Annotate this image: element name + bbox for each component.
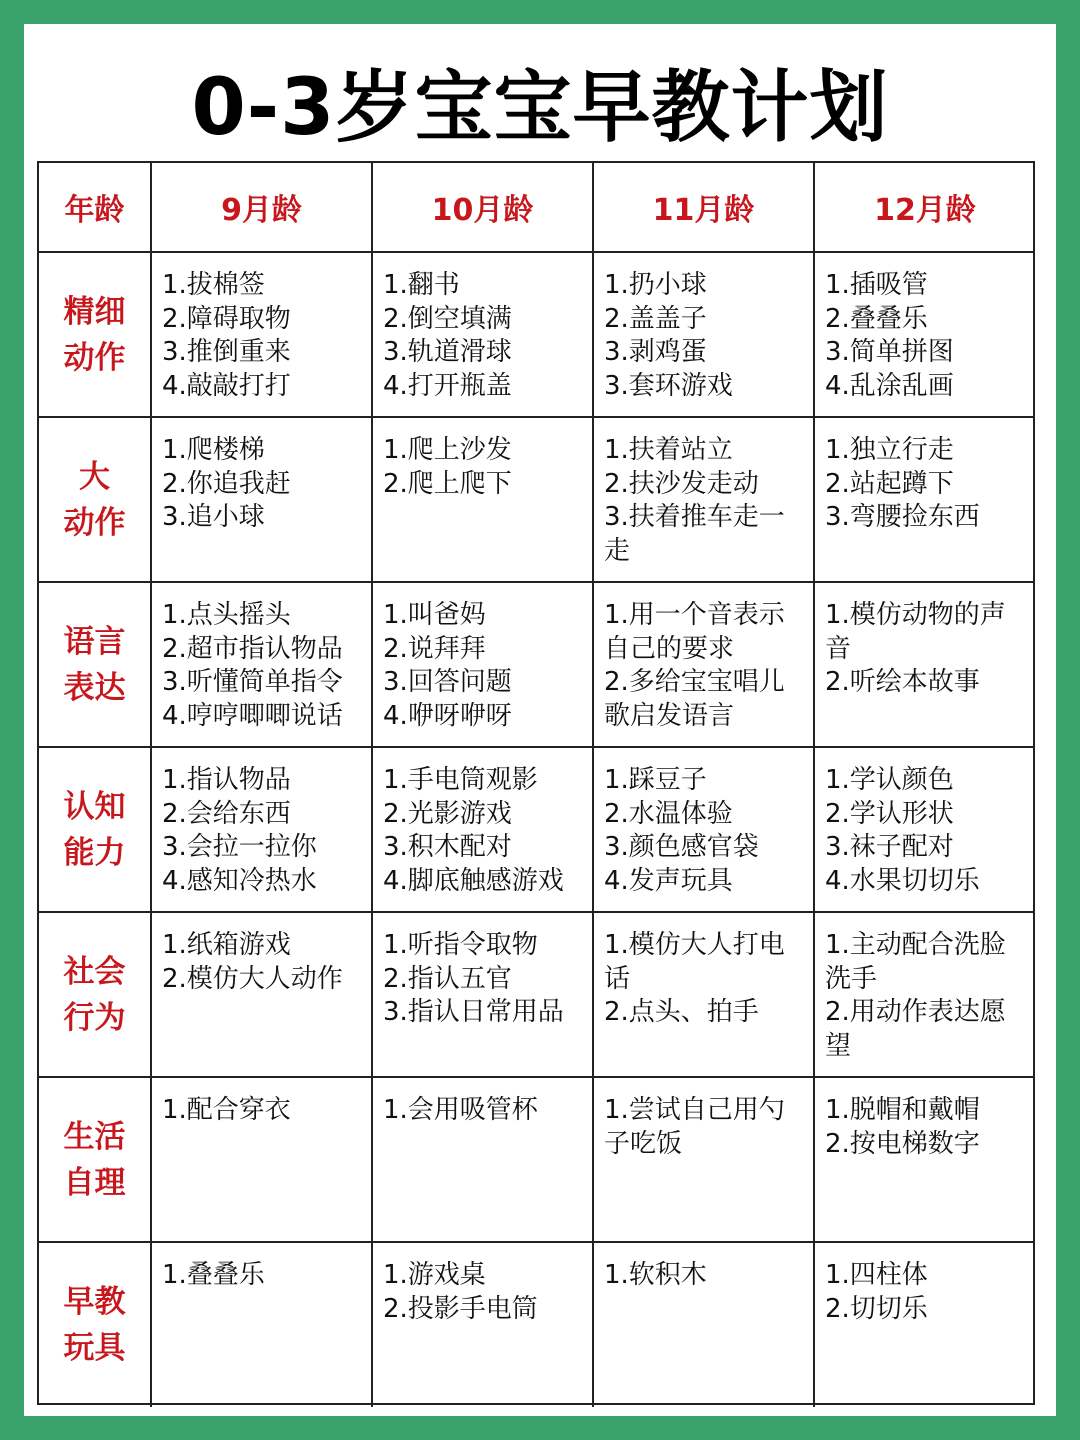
row-label-line: 认知 xyxy=(63,788,126,825)
activity-item: 2.爬上爬下 xyxy=(383,468,512,499)
activity-item: 3.弯腰捡东西 xyxy=(825,502,980,532)
activity-list xyxy=(594,583,813,733)
activity-item: 4.打开瓶盖 xyxy=(383,370,512,401)
activity-item: 2.指认五官 xyxy=(383,963,512,994)
activity-item: 3.颜色感官袋 xyxy=(604,832,759,862)
activity-item: 1.指认物品 xyxy=(162,765,291,795)
activity-cell xyxy=(373,1243,594,1407)
activity-item: 4.咿呀咿呀 xyxy=(383,700,512,731)
activity-item: 1.点头摇头 xyxy=(162,600,291,630)
activity-cell xyxy=(373,748,594,913)
activity-item: 2.点头、拍手 xyxy=(604,997,759,1027)
activity-item: 1.听指令取物 xyxy=(383,930,538,960)
row-label-text xyxy=(64,784,126,876)
row-label-line: 动作 xyxy=(63,504,126,541)
activity-item: 3.会拉一拉你 xyxy=(162,832,317,862)
activity-item: 2.你追我赶 xyxy=(162,468,291,499)
row-label-line: 能力 xyxy=(63,834,126,871)
header-age-text: 9月龄 xyxy=(221,193,302,228)
activity-list xyxy=(815,1243,1035,1326)
activity-list xyxy=(594,913,813,1030)
row-label-text xyxy=(64,949,126,1041)
activity-list xyxy=(152,913,371,996)
activity-item: 4.脚底触感游戏 xyxy=(383,865,564,896)
activity-item: 1.踩豆子 xyxy=(604,765,707,795)
row-label-line: 社会 xyxy=(63,953,126,990)
activity-item: 1.扶着站立 xyxy=(604,435,733,465)
activity-item: 3.扶着推车走一走 xyxy=(604,502,785,566)
activity-cell xyxy=(373,913,594,1078)
activity-list xyxy=(373,1243,592,1326)
activity-item: 2.水温体验 xyxy=(604,798,733,829)
row-label xyxy=(39,1078,152,1243)
activity-cell xyxy=(152,913,373,1078)
activity-item: 4.发声玩具 xyxy=(604,865,733,896)
activity-item: 1.用一个音表示自己的要求 xyxy=(604,600,785,664)
activity-cell xyxy=(594,1078,815,1243)
activity-list xyxy=(815,913,1035,1063)
activity-cell xyxy=(815,583,1035,748)
activity-item: 2.扶沙发走动 xyxy=(604,468,759,499)
activity-item: 4.敲敲打打 xyxy=(162,370,291,401)
activity-list xyxy=(152,253,371,403)
activity-item: 1.纸箱游戏 xyxy=(162,930,291,960)
activity-item: 3.追小球 xyxy=(162,502,265,532)
row-label-text xyxy=(64,619,126,711)
activity-list xyxy=(815,418,1035,535)
content-card xyxy=(24,24,1056,1416)
activity-cell xyxy=(373,418,594,583)
activity-cell xyxy=(594,1243,815,1407)
row-label-line: 玩具 xyxy=(63,1330,126,1366)
activity-item: 3.套环游戏 xyxy=(604,370,733,401)
row-label xyxy=(39,748,152,913)
activity-item: 1.模仿动物的声音 xyxy=(825,600,1006,664)
header-age-2 xyxy=(373,163,594,253)
activity-item: 2.多给宝宝唱儿歌启发语言 xyxy=(604,667,785,731)
activity-item: 4.乱涂乱画 xyxy=(825,370,954,401)
activity-item: 1.独立行走 xyxy=(825,435,954,465)
activity-cell xyxy=(594,253,815,418)
activity-list xyxy=(152,1078,371,1128)
row-label-line: 动作 xyxy=(63,339,126,376)
activity-item: 3.指认日常用品 xyxy=(383,997,564,1027)
activity-cell xyxy=(815,253,1035,418)
row-label-line: 语言 xyxy=(63,623,126,660)
row-label-line: 行为 xyxy=(63,999,126,1036)
activity-list xyxy=(152,1243,371,1293)
activity-cell xyxy=(152,583,373,748)
activity-item: 1.会用吸管杯 xyxy=(383,1095,538,1125)
row-label xyxy=(39,418,152,583)
activity-cell xyxy=(152,418,373,583)
activity-list xyxy=(152,583,371,733)
activity-item: 2.切切乐 xyxy=(825,1293,928,1324)
activity-list xyxy=(815,253,1035,403)
activity-item: 1.主动配合洗脸洗手 xyxy=(825,930,1006,994)
header-age-text: 11月龄 xyxy=(652,193,755,228)
row-label-text xyxy=(64,1114,126,1206)
row-label xyxy=(39,913,152,1078)
activity-list xyxy=(594,748,813,898)
header-age-3 xyxy=(594,163,815,253)
row-label-line: 自理 xyxy=(63,1164,126,1201)
activity-cell xyxy=(152,1243,373,1407)
row-label-line: 大 xyxy=(79,458,110,495)
activity-list xyxy=(373,913,592,1030)
activity-list xyxy=(373,583,592,733)
activity-item: 3.简单拼图 xyxy=(825,337,954,367)
activity-item: 1.叫爸妈 xyxy=(383,600,486,630)
activity-item: 1.拔棉签 xyxy=(162,270,265,300)
activity-item: 3.回答问题 xyxy=(383,667,512,697)
activity-item: 2.按电梯数字 xyxy=(825,1128,980,1159)
activity-item: 2.光影游戏 xyxy=(383,798,512,829)
activity-item: 1.插吸管 xyxy=(825,270,928,300)
header-age-4 xyxy=(815,163,1035,253)
activity-item: 2.倒空填满 xyxy=(383,303,512,334)
activity-item: 2.说拜拜 xyxy=(383,633,486,664)
row-label xyxy=(39,1243,152,1407)
activity-item: 1.翻书 xyxy=(383,270,460,300)
activity-item: 4.哼哼唧唧说话 xyxy=(162,700,343,731)
activity-item: 1.学认颜色 xyxy=(825,765,954,795)
activity-cell xyxy=(815,1243,1035,1407)
activity-item: 3.推倒重来 xyxy=(162,337,291,367)
activity-item: 2.用动作表达愿望 xyxy=(825,997,1006,1061)
row-label-line: 表达 xyxy=(63,669,126,706)
activity-cell xyxy=(594,583,815,748)
activity-item: 1.软积木 xyxy=(604,1260,707,1290)
header-age-text: 10月龄 xyxy=(431,193,534,228)
activity-item: 2.站起蹲下 xyxy=(825,468,954,499)
activity-cell xyxy=(815,913,1035,1078)
activity-item: 1.爬楼梯 xyxy=(162,435,265,465)
activity-cell xyxy=(152,748,373,913)
activity-item: 2.超市指认物品 xyxy=(162,633,343,664)
activity-list xyxy=(373,748,592,898)
header-corner-text: 年龄 xyxy=(64,193,125,228)
activity-cell xyxy=(815,748,1035,913)
row-label-line: 精细 xyxy=(63,293,126,330)
page-title: 0-3岁宝宝早教计划 xyxy=(191,63,889,153)
activity-item: 2.投影手电筒 xyxy=(383,1293,538,1324)
activity-list xyxy=(594,1243,813,1293)
activity-item: 2.盖盖子 xyxy=(604,303,707,334)
row-label-text xyxy=(64,454,126,546)
activity-item: 3.剥鸡蛋 xyxy=(604,337,707,367)
activity-list xyxy=(815,748,1035,898)
row-label xyxy=(39,253,152,418)
activity-cell xyxy=(594,748,815,913)
activity-item: 2.学认形状 xyxy=(825,798,954,829)
activity-item: 1.模仿大人打电话 xyxy=(604,930,785,994)
activity-list xyxy=(152,418,371,535)
activity-item: 2.会给东西 xyxy=(162,798,291,829)
activity-list xyxy=(373,1078,592,1128)
activity-item: 2.模仿大人动作 xyxy=(162,963,343,994)
activity-item: 1.爬上沙发 xyxy=(383,435,512,465)
activity-cell xyxy=(815,1078,1035,1243)
activity-item: 1.四柱体 xyxy=(825,1260,928,1290)
activity-item: 1.脱帽和戴帽 xyxy=(825,1095,980,1125)
activity-cell xyxy=(152,253,373,418)
activity-cell xyxy=(373,1078,594,1243)
header-age-1 xyxy=(152,163,373,253)
activity-list xyxy=(373,418,592,501)
activity-cell xyxy=(594,913,815,1078)
activity-item: 2.听绘本故事 xyxy=(825,667,980,697)
activity-item: 1.手电筒观影 xyxy=(383,765,538,795)
activity-list xyxy=(594,418,813,568)
activity-cell xyxy=(373,583,594,748)
row-label-text xyxy=(64,289,126,381)
header-age-text: 12月龄 xyxy=(874,193,976,228)
header-age-label xyxy=(39,163,152,253)
activity-cell xyxy=(152,1078,373,1243)
row-label xyxy=(39,583,152,748)
activity-list xyxy=(815,1078,1035,1161)
activity-list xyxy=(815,583,1035,700)
activity-cell xyxy=(373,253,594,418)
activity-list xyxy=(152,748,371,898)
activity-item: 1.扔小球 xyxy=(604,270,707,300)
activity-item: 1.游戏桌 xyxy=(383,1260,486,1290)
row-label-line: 生活 xyxy=(63,1118,126,1155)
activity-item: 1.尝试自己用勺子吃饭 xyxy=(604,1095,785,1159)
activity-item: 1.配合穿衣 xyxy=(162,1095,291,1125)
activity-item: 3.听懂简单指令 xyxy=(162,667,343,697)
activity-list xyxy=(373,253,592,403)
activity-cell xyxy=(594,418,815,583)
activity-cell xyxy=(815,418,1035,583)
row-label-line: 早教 xyxy=(63,1284,126,1320)
activity-list xyxy=(594,1078,813,1161)
activity-item: 2.障碍取物 xyxy=(162,303,291,334)
activity-item: 4.水果切切乐 xyxy=(825,865,980,896)
activity-item: 3.轨道滑球 xyxy=(383,337,512,367)
activity-list xyxy=(594,253,813,403)
activity-item: 3.积木配对 xyxy=(383,832,512,862)
activity-item: 2.叠叠乐 xyxy=(825,303,928,334)
activity-item: 4.感知冷热水 xyxy=(162,865,317,896)
row-label-text xyxy=(64,1279,126,1371)
activity-item: 3.袜子配对 xyxy=(825,832,954,862)
plan-table xyxy=(37,161,1035,1405)
activity-item: 1.叠叠乐 xyxy=(162,1260,265,1290)
